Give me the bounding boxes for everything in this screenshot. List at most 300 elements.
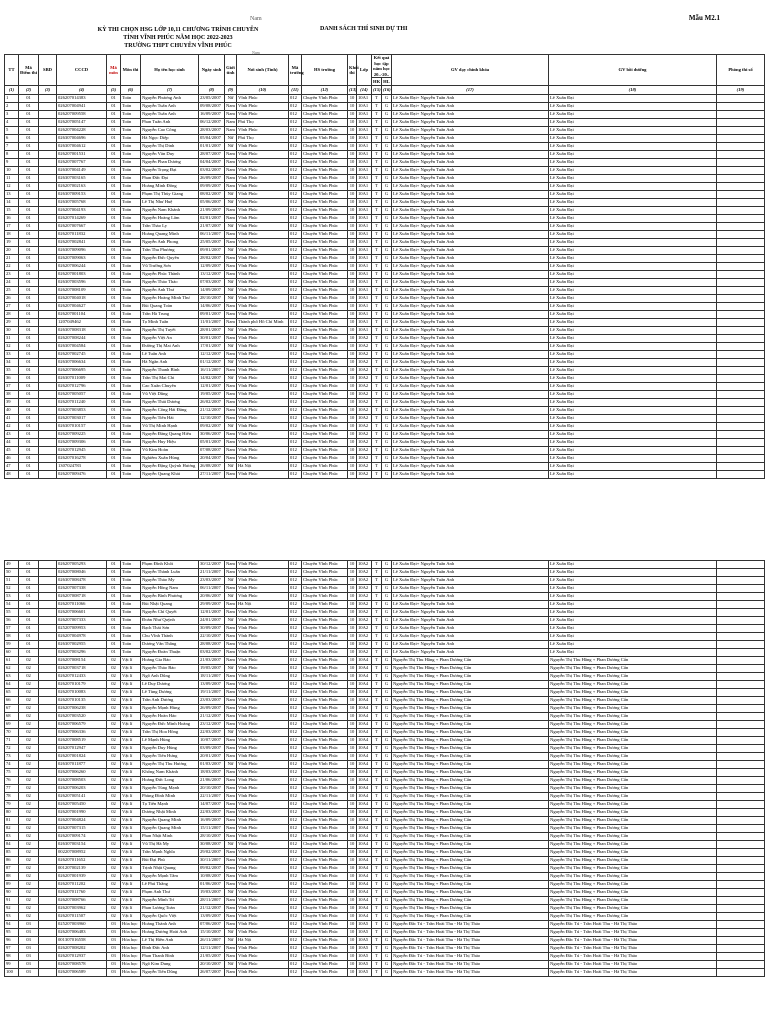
cell-noi-sinh: Vĩnh Phúc [237, 447, 289, 455]
index-cell: (12) [302, 86, 348, 95]
cell-ma-mon: 02 [107, 881, 121, 889]
cell-gv-chinh-khoa: Nguyễn Thị Thu Hằng + Phan Dương Cẩn [392, 865, 549, 873]
cell-hk: T [372, 617, 382, 625]
table-row [5, 391, 765, 399]
cell-tt: 3 [5, 111, 19, 119]
cell-gv-boi-duong: Lê Xuân Đại [549, 183, 717, 191]
cell-sbd [39, 111, 57, 119]
cell-ma-mon: 01 [107, 279, 121, 287]
cell-ma-diem-thi: 03 [19, 961, 39, 969]
cell-tt: 62 [5, 665, 19, 673]
cell-hs-truong: Chuyên Vĩnh Phúc [302, 295, 348, 303]
cell-ngay-sinh: 30/06/2007 [199, 431, 225, 439]
cell-ma-diem-thi: 02 [19, 657, 39, 665]
cell-ho-ten: Nguyễn Đăng Quang Hiếu [141, 431, 199, 439]
cell-hs-truong: Chuyên Vĩnh Phúc [302, 311, 348, 319]
cell-gv-boi-duong: Nguyễn Thị Thu Hằng + Phan Dương Cẩn [549, 889, 717, 897]
cell-ma-mon: 01 [107, 111, 121, 119]
cell-ngay-sinh: 28/10/2007 [199, 295, 225, 303]
cell-tt: 60 [5, 649, 19, 657]
cell-ngay-sinh: 13/12/2007 [199, 271, 225, 279]
cell-sbd [39, 207, 57, 215]
cell-sbd [39, 407, 57, 415]
cell-ho-ten: Nguyễn Quang Minh [141, 817, 199, 825]
cell-cccd: 026207003296 [57, 649, 107, 657]
cell-mon-thi: Toán [121, 463, 141, 471]
cell-sbd [39, 617, 57, 625]
cell-ma-truong: 012 [289, 175, 302, 183]
table-row [5, 561, 765, 569]
cell-phong-thi [717, 127, 765, 135]
table-row [5, 841, 765, 849]
table-row [5, 801, 765, 809]
cell-lop: 10A2 [357, 423, 372, 431]
cell-phong-thi [717, 865, 765, 873]
cell-ho-ten: Đinh Đức Anh [141, 945, 199, 953]
table-row [5, 279, 765, 287]
cell-ma-truong: 012 [289, 689, 302, 697]
cell-ma-diem-thi: 01 [19, 601, 39, 609]
cell-mon-thi: Toán [121, 327, 141, 335]
cell-gioi-tinh: Nam [225, 159, 237, 167]
cell-phong-thi [717, 913, 765, 921]
cell-hl: G [382, 785, 392, 793]
cell-gioi-tinh: Nữ [225, 223, 237, 231]
cell-cccd: 026207012947 [57, 745, 107, 753]
cell-hl: G [382, 135, 392, 143]
cell-ma-diem-thi: 02 [19, 705, 39, 713]
cell-lop: 10A4 [357, 681, 372, 689]
cell-gioi-tinh: Nam [225, 311, 237, 319]
cell-lop: 10A2 [357, 431, 372, 439]
cell-gioi-tinh: Nữ [225, 593, 237, 601]
cell-ho-ten: Phan Lương Toản [141, 905, 199, 913]
cell-sbd [39, 415, 57, 423]
cell-gv-chinh-khoa: Lê Xuân Đại+ Nguyễn Tuấn Anh [392, 439, 549, 447]
cell-ma-mon: 01 [107, 593, 121, 601]
cell-khoi-thi: 10 [348, 865, 357, 873]
cell-tt: 99 [5, 961, 19, 969]
cell-ma-diem-thi: 02 [19, 881, 39, 889]
cell-ngay-sinh: 03/02/2007 [199, 167, 225, 175]
cell-gioi-tinh: Nam [225, 601, 237, 609]
cell-gv-chinh-khoa: Lê Xuân Đại+ Nguyễn Tuấn Anh [392, 255, 549, 263]
cell-ma-diem-thi: 01 [19, 351, 39, 359]
cell-ngay-sinh: 21/12/2007 [199, 713, 225, 721]
cell-tt: 33 [5, 351, 19, 359]
cell-gv-boi-duong: Lê Xuân Đại [549, 119, 717, 127]
cell-ma-truong: 012 [289, 761, 302, 769]
cell-tt: 24 [5, 279, 19, 287]
cell-lop: 10A2 [357, 561, 372, 569]
cell-noi-sinh: Vĩnh Phúc [237, 857, 289, 865]
cell-lop: 10A1 [357, 111, 372, 119]
table-row [5, 439, 765, 447]
col-ma-truong: Mã trường [289, 55, 302, 86]
cell-noi-sinh: Vĩnh Phúc [237, 633, 289, 641]
cell-hs-truong: Chuyên Vĩnh Phúc [302, 937, 348, 945]
cell-gioi-tinh: Nam [225, 737, 237, 745]
cell-phong-thi [717, 601, 765, 609]
cell-tt: 56 [5, 617, 19, 625]
table-row [5, 697, 765, 705]
cell-gv-chinh-khoa: Lê Xuân Đại+ Nguyễn Tuấn Anh [392, 359, 549, 367]
header-left [58, 26, 298, 50]
cell-mon-thi: Toán [121, 223, 141, 231]
cell-gv-boi-duong: Lê Xuân Đại [549, 239, 717, 247]
cell-ma-diem-thi: 03 [19, 953, 39, 961]
cell-ma-truong: 012 [289, 439, 302, 447]
cell-khoi-thi: 10 [348, 471, 357, 479]
col-hl: HL [383, 78, 390, 84]
header-line-3: TRƯỜNG THPT CHUYÊN VĨNH PHÚC [124, 43, 232, 49]
cell-ma-diem-thi: 01 [19, 359, 39, 367]
cell-tt: 19 [5, 239, 19, 247]
cell-lop: 10A2 [357, 415, 372, 423]
cell-lop: 10A4 [357, 889, 372, 897]
cell-lop: 10A2 [357, 399, 372, 407]
cell-tt: 21 [5, 255, 19, 263]
cell-noi-sinh: Vĩnh Phúc [237, 311, 289, 319]
col-hk: HK [373, 78, 381, 84]
cell-hs-truong: Chuyên Vĩnh Phúc [302, 945, 348, 953]
cell-lop: 10A1 [357, 239, 372, 247]
table-row [5, 897, 765, 905]
cell-gv-chinh-khoa: Lê Xuân Đại+ Nguyễn Tuấn Anh [392, 135, 549, 143]
cell-ngay-sinh: 26/09/2007 [199, 705, 225, 713]
cell-tt: 84 [5, 841, 19, 849]
cell-ma-mon: 01 [107, 463, 121, 471]
cell-ngay-sinh: 10/07/2007 [199, 737, 225, 745]
cell-hs-truong: Chuyên Vĩnh Phúc [302, 617, 348, 625]
table-row [5, 881, 765, 889]
cell-gv-chinh-khoa: Lê Xuân Đại+ Nguyễn Tuấn Anh [392, 151, 549, 159]
cell-khoi-thi: 10 [348, 785, 357, 793]
cell-ma-diem-thi: 02 [19, 681, 39, 689]
cell-noi-sinh: Vĩnh Phúc [237, 801, 289, 809]
cell-ho-ten: Trần Hà Trung [141, 311, 199, 319]
cell-tt: 25 [5, 287, 19, 295]
cell-gioi-tinh: Nam [225, 303, 237, 311]
cell-ho-ten: Lê Tùng Dương [141, 689, 199, 697]
cell-ngay-sinh: 03/02/2007 [199, 649, 225, 657]
cell-khoi-thi: 10 [348, 585, 357, 593]
cell-noi-sinh: Vĩnh Phúc [237, 785, 289, 793]
cell-ngay-sinh: 30/08/2007 [199, 841, 225, 849]
cell-khoi-thi: 10 [348, 143, 357, 151]
cell-mon-thi: Toán [121, 423, 141, 431]
cell-sbd [39, 633, 57, 641]
cell-gv-chinh-khoa: Nguyễn Thị Thu Hằng + Phan Dương Cẩn [392, 697, 549, 705]
cell-hk: T [372, 375, 382, 383]
col-ngay-sinh: Ngày sinh [199, 55, 225, 86]
cell-ma-truong: 012 [289, 143, 302, 151]
cell-ma-truong: 012 [289, 873, 302, 881]
cell-phong-thi [717, 167, 765, 175]
cell-cccd: 026207016278 [57, 455, 107, 463]
cell-ma-truong: 012 [289, 263, 302, 271]
col-gv-chinh-khoa: GV dạy chính khóa [392, 55, 549, 86]
cell-khoi-thi: 10 [348, 335, 357, 343]
cell-hs-truong: Chuyên Vĩnh Phúc [302, 905, 348, 913]
cell-sbd [39, 905, 57, 913]
cell-gv-boi-duong: Lê Xuân Đại [549, 143, 717, 151]
cell-ma-truong: 012 [289, 343, 302, 351]
cell-cccd: 026207008046 [57, 569, 107, 577]
table-row [5, 471, 765, 479]
cell-phong-thi [717, 215, 765, 223]
cell-sbd [39, 833, 57, 841]
cell-hl: G [382, 873, 392, 881]
col-sbd: SBD [39, 55, 57, 86]
cell-ngay-sinh: 01/06/2007 [199, 881, 225, 889]
cell-cccd: 026207004941 [57, 103, 107, 111]
cell-hs-truong: Chuyên Vĩnh Phúc [302, 119, 348, 127]
cell-hs-truong: Chuyên Vĩnh Phúc [302, 841, 348, 849]
cell-noi-sinh: Vĩnh Phúc [237, 383, 289, 391]
cell-phong-thi [717, 793, 765, 801]
cell-ma-truong: 012 [289, 753, 302, 761]
cell-hk: T [372, 897, 382, 905]
cell-hs-truong: Chuyên Vĩnh Phúc [302, 263, 348, 271]
cell-mon-thi: Vật lí [121, 825, 141, 833]
cell-hl: G [382, 657, 392, 665]
cell-ho-ten: Lê Tuấn Anh [141, 351, 199, 359]
cell-noi-sinh: Vĩnh Phúc [237, 713, 289, 721]
cell-hs-truong: Chuyên Vĩnh Phúc [302, 849, 348, 857]
cell-ma-mon: 02 [107, 809, 121, 817]
cell-sbd [39, 913, 57, 921]
cell-ma-diem-thi: 02 [19, 713, 39, 721]
cell-ho-ten: Phan Thanh Bình [141, 953, 199, 961]
cell-cccd: 026307010157 [57, 423, 107, 431]
cell-hl: G [382, 143, 392, 151]
cell-hs-truong: Chuyên Vĩnh Phúc [302, 407, 348, 415]
cell-hk: T [372, 601, 382, 609]
cell-tt: 28 [5, 311, 19, 319]
cell-hl: G [382, 167, 392, 175]
cell-hl: G [382, 351, 392, 359]
cell-ma-diem-thi: 02 [19, 817, 39, 825]
cell-cccd: 026207011832 [57, 231, 107, 239]
cell-ma-diem-thi: 02 [19, 809, 39, 817]
cell-hs-truong: Chuyên Vĩnh Phúc [302, 359, 348, 367]
cell-hs-truong: Chuyên Vĩnh Phúc [302, 657, 348, 665]
cell-phong-thi [717, 745, 765, 753]
table-row [5, 287, 765, 295]
cell-noi-sinh: Vĩnh Phúc [237, 761, 289, 769]
cell-phong-thi [717, 857, 765, 865]
cell-sbd [39, 119, 57, 127]
cell-ma-mon: 02 [107, 689, 121, 697]
cell-lop: 10A2 [357, 569, 372, 577]
cell-ngay-sinh: 28/03/2007 [199, 127, 225, 135]
cell-khoi-thi: 10 [348, 809, 357, 817]
cell-ma-truong: 012 [289, 303, 302, 311]
cell-tt: 82 [5, 825, 19, 833]
cell-lop: 10A1 [357, 127, 372, 135]
cell-ma-diem-thi: 01 [19, 625, 39, 633]
cell-cccd: 026207008578 [57, 961, 107, 969]
cell-gv-boi-duong: Lê Xuân Đại [549, 191, 717, 199]
cell-noi-sinh: Vĩnh Phúc [237, 657, 289, 665]
cell-tt: 66 [5, 697, 19, 705]
cell-ma-diem-thi: 02 [19, 905, 39, 913]
cell-sbd [39, 231, 57, 239]
cell-hs-truong: Chuyên Vĩnh Phúc [302, 287, 348, 295]
cell-lop: 10A4 [357, 665, 372, 673]
table-row [5, 969, 765, 977]
cell-ngay-sinh: 20/10/2007 [199, 785, 225, 793]
cell-noi-sinh: Vĩnh Phúc [237, 969, 289, 977]
cell-tt: 95 [5, 929, 19, 937]
cell-ma-diem-thi: 01 [19, 279, 39, 287]
cell-gioi-tinh: Nam [225, 471, 237, 479]
cell-ma-diem-thi: 01 [19, 191, 39, 199]
cell-hl: G [382, 111, 392, 119]
cell-ngay-sinh: 03/09/2007 [199, 745, 225, 753]
cell-ho-ten: Hoàng Thành Anh [141, 921, 199, 929]
cell-mon-thi: Toán [121, 577, 141, 585]
cell-ngay-sinh: 17/01/2007 [199, 343, 225, 351]
cell-lop: 10A1 [357, 223, 372, 231]
table-row [5, 729, 765, 737]
cell-hs-truong: Chuyên Vĩnh Phúc [302, 633, 348, 641]
cell-ma-truong: 012 [289, 279, 302, 287]
cell-lop: 10A4 [357, 777, 372, 785]
cell-gv-chinh-khoa: Nguyễn Đắc Tú - Trần Hoài Thu - Hà Thị Thảo [392, 937, 549, 945]
cell-tt: 36 [5, 375, 19, 383]
index-cell: (1) [5, 86, 19, 95]
cell-ma-truong: 012 [289, 351, 302, 359]
cell-phong-thi [717, 151, 765, 159]
cell-ma-diem-thi: 01 [19, 327, 39, 335]
table-row [5, 625, 765, 633]
table-row [5, 191, 765, 199]
cell-noi-sinh: Vĩnh Phúc [237, 455, 289, 463]
cell-khoi-thi: 10 [348, 857, 357, 865]
cell-gv-boi-duong: Nguyễn Thị Thu Hằng + Phan Dương Cẩn [549, 729, 717, 737]
cell-phong-thi [717, 617, 765, 625]
cell-mon-thi: Toán [121, 399, 141, 407]
cell-gioi-tinh: Nam [225, 183, 237, 191]
cell-noi-sinh: Vĩnh Phúc [237, 471, 289, 479]
cell-noi-sinh: Vĩnh Phúc [237, 897, 289, 905]
cell-hk: T [372, 913, 382, 921]
cell-cccd: 026207002841 [57, 239, 107, 247]
cell-cccd: 026207001990 [57, 809, 107, 817]
cell-hk: T [372, 439, 382, 447]
cell-gioi-tinh: Nam [225, 801, 237, 809]
cell-ma-mon: 01 [107, 303, 121, 311]
cell-sbd [39, 561, 57, 569]
cell-ho-ten: Bạch Thái Sơn [141, 625, 199, 633]
cell-ho-ten: Nguyễn Thị Thu Hương [141, 761, 199, 769]
cell-hl: G [382, 753, 392, 761]
cell-mon-thi: Vật lí [121, 721, 141, 729]
cell-mon-thi: Vật lí [121, 729, 141, 737]
cell-hk: T [372, 271, 382, 279]
cell-gv-chinh-khoa: Lê Xuân Đại+ Nguyễn Tuấn Anh [392, 383, 549, 391]
cell-gv-boi-duong: Lê Xuân Đại [549, 343, 717, 351]
cell-mon-thi: Vật lí [121, 737, 141, 745]
cell-ma-mon: 01 [107, 215, 121, 223]
cell-cccd: 026307011009 [57, 375, 107, 383]
cell-ngay-sinh: 20/01/2007 [199, 753, 225, 761]
table-row [5, 415, 765, 423]
cell-ngay-sinh: 25/05/2007 [199, 239, 225, 247]
cell-ngay-sinh: 23/05/2007 [199, 95, 225, 103]
cell-ngay-sinh: 21/07/2007 [199, 223, 225, 231]
cell-ma-diem-thi: 01 [19, 199, 39, 207]
cell-ma-truong: 012 [289, 713, 302, 721]
cell-mon-thi: Toán [121, 439, 141, 447]
cell-khoi-thi: 10 [348, 447, 357, 455]
cell-lop: 10A4 [357, 849, 372, 857]
cell-ma-mon: 01 [107, 311, 121, 319]
cell-cccd: 026207004228 [57, 127, 107, 135]
cell-lop: 10A4 [357, 753, 372, 761]
cell-gv-chinh-khoa: Nguyễn Thị Thu Hằng + Phan Dương Cẩn [392, 849, 549, 857]
cell-gv-boi-duong: Lê Xuân Đại [549, 151, 717, 159]
cell-ma-truong: 012 [289, 167, 302, 175]
cell-mon-thi: Vật lí [121, 657, 141, 665]
cell-tt: 90 [5, 889, 19, 897]
cell-gv-boi-duong: Lê Xuân Đại [549, 175, 717, 183]
cell-ma-truong: 012 [289, 239, 302, 247]
cell-sbd [39, 95, 57, 103]
cell-gv-boi-duong: Nguyễn Thị Thu Hằng + Phan Dương Cẩn [549, 881, 717, 889]
cell-ma-mon: 02 [107, 833, 121, 841]
cell-hl: G [382, 665, 392, 673]
cell-hs-truong: Chuyên Vĩnh Phúc [302, 375, 348, 383]
cell-gv-chinh-khoa: Lê Xuân Đại+ Nguyễn Tuấn Anh [392, 625, 549, 633]
cell-gioi-tinh: Nam [225, 367, 237, 375]
table-row [5, 905, 765, 913]
cell-phong-thi [717, 625, 765, 633]
cell-ngay-sinh: 22/10/2007 [199, 633, 225, 641]
cell-tt: 5 [5, 127, 19, 135]
cell-tt: 32 [5, 343, 19, 351]
cell-hl: G [382, 407, 392, 415]
cell-lop: 10A1 [357, 271, 372, 279]
cell-khoi-thi: 10 [348, 577, 357, 585]
cell-ma-diem-thi: 01 [19, 255, 39, 263]
cell-khoi-thi: 10 [348, 207, 357, 215]
cell-ngay-sinh: 14/06/2007 [199, 303, 225, 311]
cell-khoi-thi: 10 [348, 961, 357, 969]
cell-gioi-tinh: Nam [225, 713, 237, 721]
cell-ma-diem-thi: 01 [19, 617, 39, 625]
cell-ma-mon: 02 [107, 713, 121, 721]
cell-phong-thi [717, 665, 765, 673]
cell-ma-truong: 012 [289, 745, 302, 753]
cell-noi-sinh: Hà Nội [237, 463, 289, 471]
cell-noi-sinh: Vĩnh Phúc [237, 223, 289, 231]
cell-hk: T [372, 641, 382, 649]
cell-phong-thi [717, 713, 765, 721]
cell-ma-truong: 012 [289, 103, 302, 111]
table-row [5, 247, 765, 255]
cell-khoi-thi: 10 [348, 761, 357, 769]
cell-ngay-sinh: 21/05/2007 [199, 953, 225, 961]
cell-gioi-tinh: Nam [225, 777, 237, 785]
cell-hs-truong: Chuyên Vĩnh Phúc [302, 761, 348, 769]
cell-ma-truong: 012 [289, 641, 302, 649]
cell-ma-mon: 02 [107, 777, 121, 785]
cell-sbd [39, 713, 57, 721]
cell-phong-thi [717, 207, 765, 215]
